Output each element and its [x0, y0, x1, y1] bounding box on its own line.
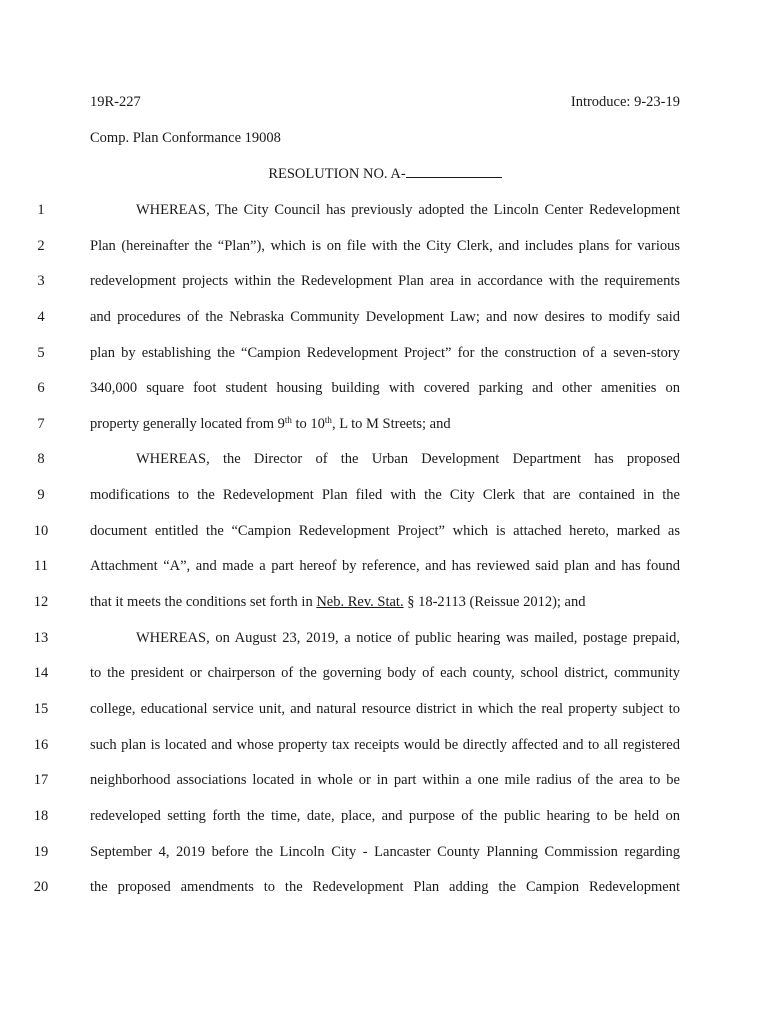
statute-citation: Neb. Rev. Stat. [316, 594, 404, 611]
resolution-title-text: RESOLUTION NO. A- [268, 166, 406, 182]
line-number: 18 [33, 807, 49, 824]
text-line: 340,000 square foot student housing building with covered parking and other amenities on [90, 380, 680, 397]
line-number: 1 [37, 202, 45, 218]
comp-plan-conformance: Comp. Plan Conformance 19008 [90, 130, 281, 146]
line-number: 11 [34, 558, 48, 575]
text-line: modifications to the Redevelopment Plan filed with the City Clerk that are contained in the [90, 487, 680, 504]
text-line [90, 593, 680, 629]
text-segment: , L to M Streets; and [331, 415, 451, 432]
text-segment: that it meets the conditions set forth in [90, 594, 317, 611]
line-number: 4 [37, 308, 45, 325]
text-line: document entitled the “Campion Redevelopment Project” which is attached hereto, marked as [90, 522, 680, 539]
text-line: to the president or chairperson of the governing body of each county, school district, community [90, 665, 680, 682]
resolution-number-blank [406, 164, 502, 178]
ordinal-suffix: th [284, 414, 292, 425]
text-segment: property generally located from 9 [90, 415, 285, 432]
line-number: 12 [33, 594, 49, 611]
resolution-body [90, 201, 680, 914]
line-number: 14 [33, 665, 49, 682]
line-number: 2 [37, 237, 45, 254]
text-line: Plan (hereinafter the “Plan”), which is on file with the City Clerk, and includes plans for various [90, 237, 680, 254]
text-line: neighborhood associations located in whole or in part within a one mile radius of the area to be [90, 772, 680, 789]
text-line: Attachment “A”, and made a part hereof by reference, and has reviewed said plan and has found [90, 558, 680, 575]
text-line: WHEREAS, The City Council has previously adopted the Lincoln Center Redevelopment [136, 202, 680, 218]
text-line: and procedures of the Nebraska Community Development Law; and now desires to modify said [90, 308, 680, 325]
text-line: the proposed amendments to the Redevelopment Plan adding the Campion Redevelopment [90, 879, 680, 896]
line-number: 20 [33, 879, 49, 896]
line-number: 5 [37, 344, 45, 361]
line-number: 13 [33, 629, 49, 646]
line-number: 8 [37, 451, 45, 468]
line-number: 19 [33, 843, 49, 860]
text-line: September 4, 2019 before the Lincoln City - Lancaster County Planning Commission regarding [90, 843, 680, 860]
line-number: 7 [37, 415, 45, 432]
line-number-column [0, 201, 60, 914]
text-line: college, educational service unit, and natural resource district in which the real property subject to [90, 700, 680, 717]
line-number: 16 [33, 736, 49, 753]
line-number: 10 [33, 522, 49, 539]
line-number: 17 [33, 772, 49, 789]
resolution-title [0, 164, 770, 183]
document-number: 19R-227 [90, 94, 141, 110]
line-number: 6 [37, 380, 45, 397]
introduce-date: Introduce: 9-23-19 [570, 94, 680, 110]
line-number: 15 [33, 700, 49, 717]
text-line: redeveloped setting forth the time, date, place, and purpose of the public hearing to be held on [90, 807, 680, 824]
text-line: WHEREAS, on August 23, 2019, a notice of public hearing was mailed, postage prepaid, [136, 629, 680, 646]
text-segment: § 18-2113 (Reissue 2012); and [403, 594, 586, 611]
text-line: plan by establishing the “Campion Redevelopment Project” for the construction of a seven-story [90, 344, 680, 361]
text-segment: to 10 [291, 415, 325, 432]
text-line: such plan is located and whose property tax receipts would be directly affected and to all registered [90, 736, 680, 753]
ordinal-suffix: th [324, 414, 332, 425]
line-number: 9 [37, 487, 45, 504]
text-line: WHEREAS, the Director of the Urban Development Department has proposed [136, 451, 680, 468]
text-line [90, 415, 680, 451]
text-line: redevelopment projects within the Redevelopment Plan area in accordance with the requirements [90, 273, 680, 290]
line-number: 3 [37, 273, 45, 290]
